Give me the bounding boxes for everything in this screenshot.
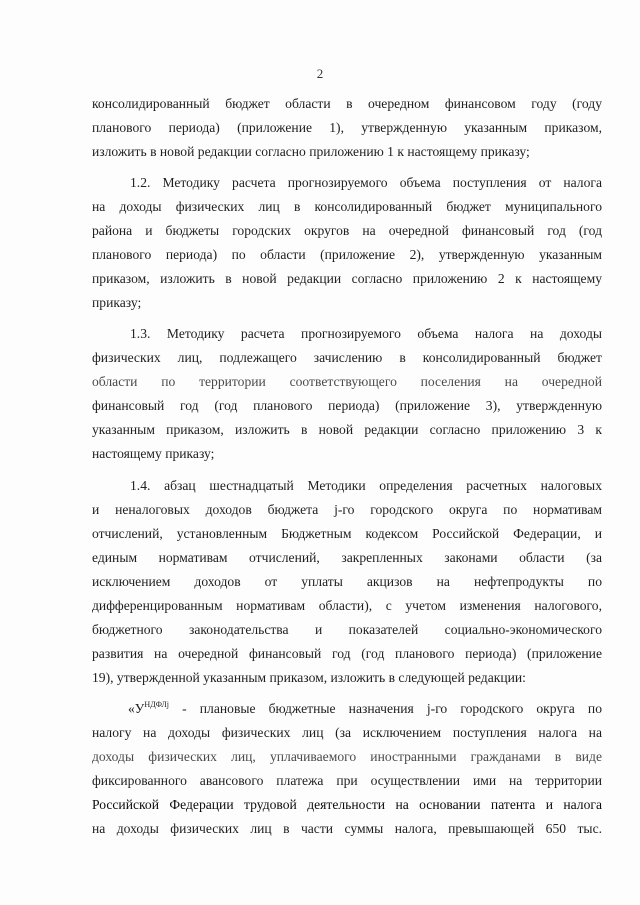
text-line: 1.3. Методику расчета прогнозируемого объема налога на доходы <box>130 326 602 341</box>
formula-line <box>128 699 602 719</box>
text-line: планового периода) (приложение 1), утвержденную указанным приказом, <box>92 120 602 135</box>
formula-open-quote: « <box>128 701 135 716</box>
text-line: бюджетного законодательства и показателей социально-экономического <box>92 622 602 637</box>
text-line: района и бюджеты городских округов на очередной финансовый год (год <box>92 223 602 238</box>
formula-symbol: У <box>134 701 145 716</box>
text-line: 1.4. абзац шестнадцатый Методики определения расчетных налоговых <box>130 478 602 493</box>
formula-text: - плановые бюджетные назначения j-го городского округа по <box>182 701 602 716</box>
text-line: 19), утвержденной указанным приказом, изложить в следующей редакции: <box>92 670 526 685</box>
text-line: единым нормативам отчислений, закрепленных законами области (за <box>92 550 602 565</box>
text-line: и неналоговых доходов бюджета j-го городского округа по нормативам <box>92 502 602 517</box>
text-line: приказом, изложить в новой редакции согласно приложению 2 к настоящему <box>92 271 602 286</box>
text-line: приказу; <box>92 295 142 310</box>
text-line: финансовый год (год планового периода) (приложение 3), утвержденную <box>92 398 602 413</box>
text-line: дифференцированным нормативам области), с учетом изменения налогового, <box>92 598 602 613</box>
text-line: налогу на доходы физических лиц (за исключением поступления налога на <box>92 725 602 740</box>
text-line: Российской Федерации трудовой деятельности на основании патента и налога <box>92 797 602 812</box>
text-line: доходы физических лиц, уплачиваемого иностранными гражданами в виде <box>92 749 602 764</box>
text-line: консолидированный бюджет области в очередном финансовом году (году <box>92 96 602 111</box>
text-line: настоящему приказу; <box>92 446 215 461</box>
text-line: отчислений, установленным Бюджетным кодексом Российской Федерации, и <box>92 526 602 541</box>
text-line: исключением доходов от уплаты акцизов на нефтепродукты по <box>92 574 602 589</box>
page-number: 2 <box>316 66 324 81</box>
text-line: на доходы физических лиц в части суммы налога, превышающей 650 тыс. <box>92 821 602 836</box>
text-line: области по территории соответствующего поселения на очередной <box>92 374 602 389</box>
text-line: планового периода) по области (приложение 2), утвержденную указанным <box>92 247 602 262</box>
text-line: изложить в новой редакции согласно приложению 1 к настоящему приказу; <box>92 144 530 159</box>
text-line: 1.2. Методику расчета прогнозируемого объема поступления от налога <box>130 175 602 190</box>
text-line: развития на очередной финансовый год (год планового периода) (приложение <box>92 646 602 661</box>
formula-superscript: НДФЛj <box>144 700 170 709</box>
text-line: физических лиц, подлежащего зачислению в консолидированный бюджет <box>92 350 602 365</box>
text-line: указанным приказом, изложить в новой редакции согласно приложению 3 к <box>92 422 602 437</box>
text-line: на доходы физических лиц в консолидированный бюджет муниципального <box>92 199 602 214</box>
text-line: фиксированного авансового платежа при осуществлении ими на территории <box>92 773 602 788</box>
